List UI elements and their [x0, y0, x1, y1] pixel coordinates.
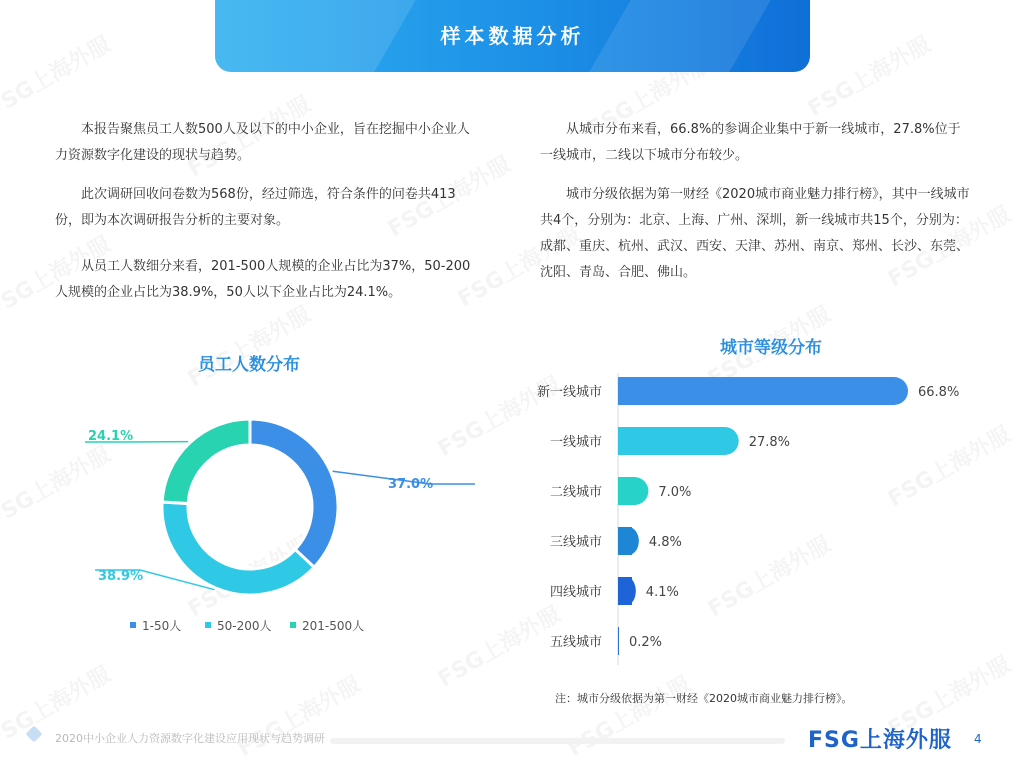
intro-paragraph-3: 从员工人数细分来看，201-500人规模的企业占比为37%，50-200人规模的企业占比为38.9%，50人以下企业占比为24.1%。 [55, 259, 471, 300]
donut-slice [162, 419, 250, 503]
donut-value-label: 24.1% [88, 429, 134, 444]
legend-swatch [130, 622, 136, 628]
bar-base [618, 427, 632, 455]
bar-base [618, 377, 632, 405]
bar-value-label: 4.1% [645, 585, 679, 600]
bar-value-label: 0.2% [629, 635, 663, 650]
donut-slice [162, 502, 314, 595]
bar-value-label: 27.8% [748, 435, 791, 450]
bar [618, 377, 908, 405]
legend-label: 201-500人 [302, 619, 365, 633]
header-banner [215, 0, 810, 72]
brand-logo: FSG上海外服 [808, 728, 952, 753]
bar-category-label: 五线城市 [549, 635, 602, 650]
city-paragraph-1: 从城市分布来看，66.8%的参调企业集中于新一线城市，27.8%位于一线城市，二线以下城市分布较少。 [540, 122, 961, 163]
donut-chart-title: 员工人数分布 [198, 355, 300, 375]
city-paragraph-2: 城市分级依据为第一财经《2020城市商业魅力排行榜》，其中一线城市共4个，分别为：北京、上海、广州、深圳，新一线城市共15个，分别为：成都、重庆、杭州、武汉、西安、天津、苏州、南京、郑州、长沙、东莞、沈阳、青岛、合肥、佛山。 [540, 187, 970, 280]
legend-swatch [205, 622, 211, 628]
bar-category-label: 三线城市 [549, 535, 602, 550]
donut-slice [250, 419, 338, 567]
watermark-text [181, 298, 315, 393]
watermark-text [231, 668, 365, 763]
watermark-text [0, 28, 116, 123]
bar-value-label: 7.0% [658, 485, 692, 500]
employee-donut-chart [0, 380, 510, 650]
intro-paragraph-1: 本报告聚焦员工人数500人及以下的中小企业，旨在挖掘中小企业人力资源数字化建设的现状与趋势。 [55, 122, 470, 163]
bar-chart-title: 城市等级分布 [720, 338, 822, 358]
bar-category-label: 二线城市 [549, 485, 602, 500]
bar [618, 627, 619, 655]
bar-base [618, 527, 632, 555]
page-title: 样本数据分析 [440, 24, 585, 48]
city-bar-chart [510, 365, 1010, 665]
footer-report-title: 2020中小企业人力资源数字化建设应用现状与趋势调研 [55, 732, 325, 745]
page-number: 4 [974, 732, 982, 746]
donut-value-label: 38.9% [98, 569, 144, 584]
legend-swatch [290, 622, 296, 628]
footer-divider [330, 738, 785, 744]
legend-label: 1-50人 [142, 619, 182, 633]
legend-label: 50-200人 [217, 619, 272, 633]
bar-value-label: 4.8% [648, 535, 682, 550]
bar-category-label: 四线城市 [549, 585, 602, 600]
chart-note: 注：城市分级依据为第一财经《2020城市商业魅力排行榜》。 [555, 692, 853, 705]
watermark-text [561, 668, 695, 763]
bar-base [618, 577, 632, 605]
donut-value-label: 37.0% [388, 477, 434, 492]
bar-value-label: 66.8% [918, 385, 960, 400]
watermark-text [801, 28, 935, 123]
bar-category-label: 新一线城市 [536, 385, 602, 400]
bar-base [618, 477, 632, 505]
footer-diamond-icon [26, 726, 43, 743]
bar [618, 427, 739, 455]
intro-paragraph-2: 此次调研回收问卷数为568份，经过筛选，符合条件的问卷共413份，即为本次调研报告分析的主要对象。 [55, 187, 456, 228]
bar-category-label: 一线城市 [549, 435, 602, 450]
